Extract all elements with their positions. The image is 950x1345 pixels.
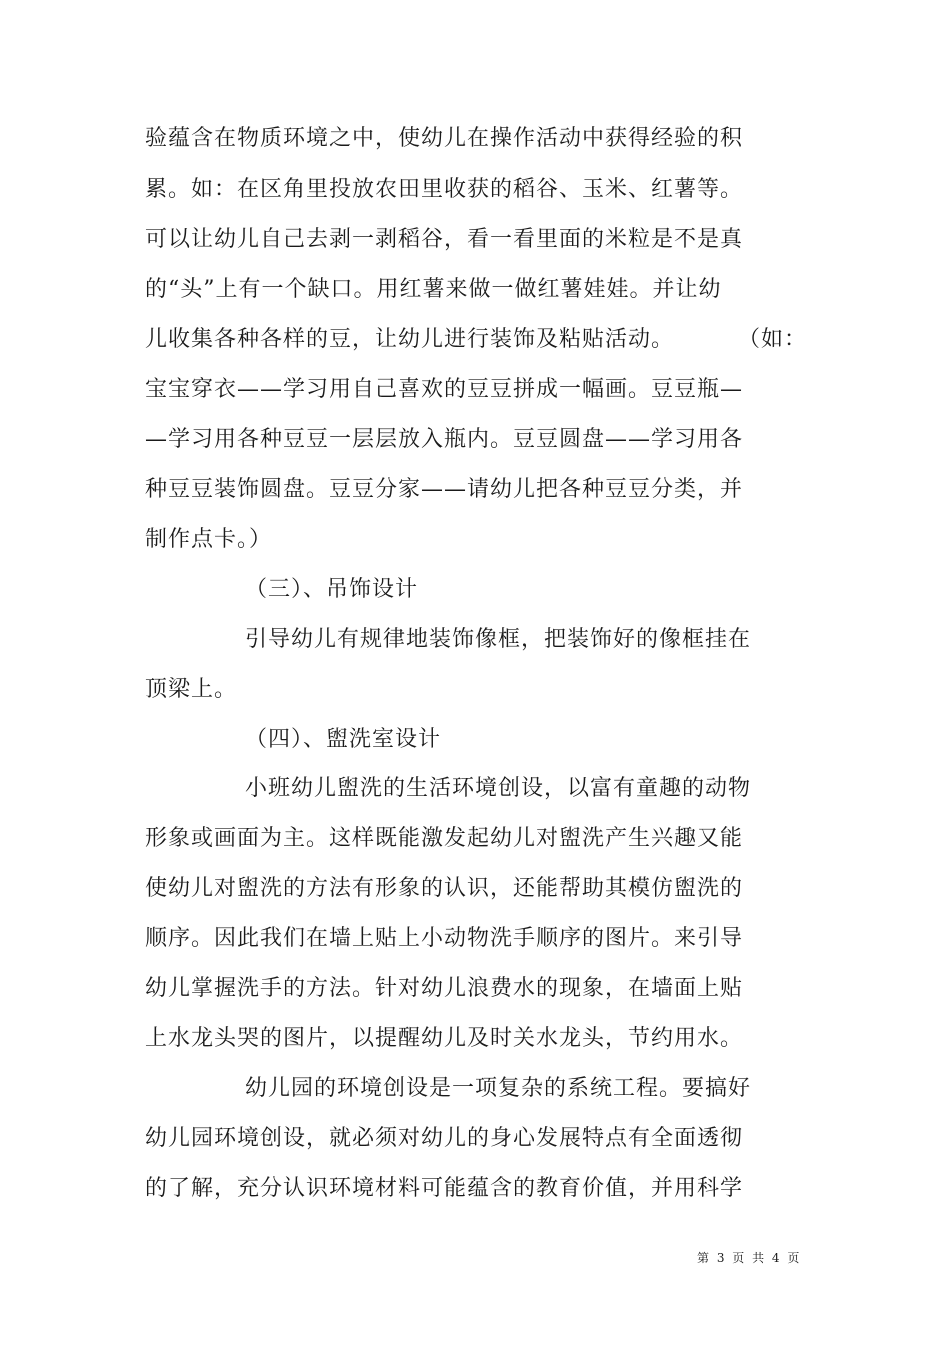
body-text-line: 上水龙头哭的图片，以提醒幼儿及时关水龙头，节约用水。 bbox=[145, 1026, 744, 1051]
body-text-line: 引导幼儿有规律地装饰像框，把装饰好的像框挂在 bbox=[245, 627, 752, 652]
body-text-line: 幼儿掌握洗手的方法。针对幼儿浪费水的现象，在墙面上贴 bbox=[145, 976, 744, 1001]
body-text-line: 形象或画面为主。这样既能激发起幼儿对盥洗产生兴趣又能 bbox=[145, 826, 744, 851]
body-text-line: 小班幼儿盥洗的生活环境创设，以富有童趣的动物 bbox=[245, 776, 752, 801]
body-text-line: 幼儿园环境创设，就必须对幼儿的身心发展特点有全面透彻 bbox=[145, 1126, 744, 1151]
page-number-footer: 第 3 页 共 4 页 bbox=[697, 1251, 802, 1265]
body-text-line: 的“头”上有一个缺口。用红薯来做一做红薯娃娃。并让幼 bbox=[145, 277, 722, 302]
body-text-line: —学习用各种豆豆一层层放入瓶内。豆豆圆盘——学习用各 bbox=[145, 427, 744, 452]
body-text-line: 累。如：在区角里投放农田里收获的稻谷、玉米、红薯等。 bbox=[145, 177, 744, 202]
body-text-line: 的了解，充分认识环境材料可能蕴含的教育价值，并用科学 bbox=[145, 1176, 744, 1201]
section-heading: （三）、吊饰设计 bbox=[245, 577, 419, 602]
body-text-line: 可以让幼儿自己去剥一剥稻谷，看一看里面的米粒是不是真 bbox=[145, 227, 744, 252]
body-text-line: （如： bbox=[738, 327, 808, 352]
body-text-line: 儿收集各种各样的豆，让幼儿进行装饰及粘贴活动。 bbox=[145, 327, 675, 352]
body-text-line: 种豆豆装饰圆盘。豆豆分家——请幼儿把各种豆豆分类，并 bbox=[145, 477, 744, 502]
body-text-line: 幼儿园的环境创设是一项复杂的系统工程。要搞好 bbox=[245, 1076, 752, 1101]
body-text-line: 宝宝穿衣——学习用自己喜欢的豆豆拼成一幅画。豆豆瓶— bbox=[145, 377, 744, 402]
body-text-line: 使幼儿对盥洗的方法有形象的认识，还能帮助其模仿盥洗的 bbox=[145, 876, 744, 901]
body-text-line: 顶梁上。 bbox=[145, 677, 238, 702]
body-text-line: 制作点卡。） bbox=[145, 527, 273, 552]
body-text-line: 顺序。因此我们在墙上贴上小动物洗手顺序的图片。来引导 bbox=[145, 926, 744, 951]
body-text-line: 验蕴含在物质环境之中，使幼儿在操作活动中获得经验的积 bbox=[145, 126, 744, 151]
section-heading: （四）、盥洗室设计 bbox=[245, 727, 442, 752]
